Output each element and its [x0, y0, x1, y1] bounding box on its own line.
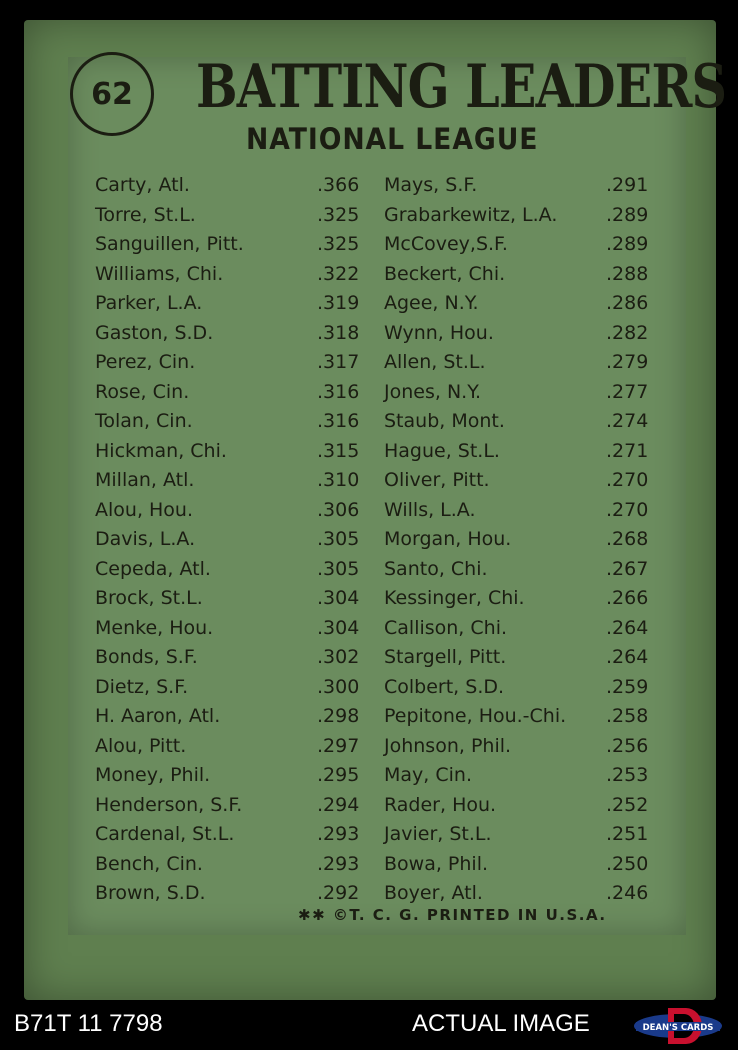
player-row — [95, 467, 375, 497]
player-row — [384, 556, 664, 586]
player-row — [95, 703, 375, 733]
batting-average: .295 — [317, 764, 360, 786]
actual-image-caption: ACTUAL IMAGE — [412, 1010, 590, 1037]
player-name: Grabarkewitz, L.A. — [384, 203, 558, 226]
batting-average: .291 — [606, 174, 649, 196]
batting-average: .300 — [317, 675, 360, 698]
batting-average: .252 — [606, 793, 649, 816]
batting-average: .315 — [317, 439, 360, 462]
player-row — [384, 585, 664, 615]
batting-average: .253 — [606, 764, 649, 786]
player-row — [95, 762, 375, 792]
batting-average: .316 — [317, 410, 360, 432]
player-name: Javier, St.L. — [384, 823, 492, 845]
batting-average: .270 — [606, 469, 649, 491]
batting-average: .366 — [317, 174, 360, 196]
batting-average: .270 — [606, 498, 649, 521]
player-name: Wills, L.A. — [384, 498, 476, 521]
batting-average: .289 — [606, 233, 649, 255]
player-name: Kessinger, Chi. — [384, 587, 525, 609]
player-row — [95, 202, 375, 232]
batting-average: .282 — [606, 321, 649, 344]
batting-average: .267 — [606, 557, 649, 580]
batting-average: .310 — [317, 469, 360, 491]
player-row — [384, 379, 664, 409]
batting-average: .318 — [317, 321, 360, 344]
player-name: Money, Phil. — [95, 764, 211, 786]
player-row — [95, 379, 375, 409]
batting-average: .264 — [606, 616, 649, 639]
player-row — [95, 674, 375, 704]
player-row — [95, 585, 375, 615]
player-name: Stargell, Pitt. — [384, 646, 507, 668]
player-name: Alou, Pitt. — [95, 734, 187, 757]
player-row — [384, 320, 664, 350]
player-row — [95, 497, 375, 527]
player-row — [384, 526, 664, 556]
batting-average: .317 — [317, 351, 360, 373]
player-name: Alou, Hou. — [95, 498, 194, 521]
player-name: Johnson, Phil. — [384, 734, 512, 757]
player-name: Bowa, Phil. — [384, 852, 489, 875]
player-row — [95, 851, 375, 881]
player-name: Morgan, Hou. — [384, 528, 512, 550]
batting-average: .256 — [606, 734, 649, 757]
batting-average: .286 — [606, 292, 649, 314]
player-name: Oliver, Pitt. — [384, 469, 490, 491]
card-subtitle: NATIONAL LEAGUE — [246, 122, 539, 156]
deans-cards-logo — [632, 1006, 724, 1046]
player-row — [384, 408, 664, 438]
player-row — [384, 821, 664, 851]
batting-average: .305 — [317, 557, 360, 580]
batting-average: .293 — [317, 852, 360, 875]
player-name: Hickman, Chi. — [95, 439, 227, 462]
player-name: Millan, Atl. — [95, 469, 195, 491]
player-name: Henderson, S.F. — [95, 793, 243, 816]
player-row — [95, 438, 375, 468]
player-name: Perez, Cin. — [95, 351, 196, 373]
player-name: Dietz, S.F. — [95, 675, 189, 698]
player-name: Menke, Hou. — [95, 616, 214, 639]
player-name: Gaston, S.D. — [95, 321, 214, 344]
player-row — [95, 408, 375, 438]
player-name: Mays, S.F. — [384, 174, 478, 196]
batting-average: .304 — [317, 616, 360, 639]
player-row — [95, 320, 375, 350]
player-name: Rader, Hou. — [384, 793, 497, 816]
player-row — [95, 733, 375, 763]
player-row — [95, 349, 375, 379]
batting-average: .246 — [606, 882, 649, 904]
player-row — [384, 202, 664, 232]
player-row — [384, 467, 664, 497]
batting-average: .306 — [317, 498, 360, 521]
batting-average: .264 — [606, 646, 649, 668]
batting-average: .298 — [317, 705, 360, 727]
batting-average: .279 — [606, 351, 649, 373]
player-name: Parker, L.A. — [95, 292, 203, 314]
player-row — [384, 497, 664, 527]
player-row — [384, 792, 664, 822]
batting-average: .319 — [317, 292, 360, 314]
batting-average: .294 — [317, 793, 360, 816]
batting-average: .302 — [317, 646, 360, 668]
player-row — [384, 231, 664, 261]
player-name: Carty, Atl. — [95, 174, 190, 196]
batting-average: .293 — [317, 823, 360, 845]
player-name: Boyer, Atl. — [384, 882, 483, 904]
player-row — [384, 349, 664, 379]
player-row — [384, 703, 664, 733]
player-name: Sanguillen, Pitt. — [95, 233, 244, 255]
batting-average: .268 — [606, 528, 649, 550]
player-name: May, Cin. — [384, 764, 472, 786]
player-name: Beckert, Chi. — [384, 262, 506, 285]
batting-average: .292 — [317, 882, 360, 904]
player-row — [384, 261, 664, 291]
batting-average: .316 — [317, 380, 360, 403]
player-name: H. Aaron, Atl. — [95, 705, 221, 727]
player-row — [384, 733, 664, 763]
player-name: Brock, St.L. — [95, 587, 203, 609]
batting-average: .250 — [606, 852, 649, 875]
player-name: Williams, Chi. — [95, 262, 224, 285]
player-name: Jones, N.Y. — [384, 380, 481, 403]
player-name: Hague, St.L. — [384, 439, 500, 462]
batting-average: .325 — [317, 203, 360, 226]
card-number-text: 62 — [91, 76, 133, 112]
player-name: Rose, Cin. — [95, 380, 190, 403]
player-name: Santo, Chi. — [384, 557, 488, 580]
player-name: Torre, St.L. — [95, 203, 196, 226]
player-row — [384, 615, 664, 645]
player-name: Staub, Mont. — [384, 410, 505, 432]
batting-average: .266 — [606, 587, 649, 609]
player-name: Cepeda, Atl. — [95, 557, 211, 580]
batting-average: .289 — [606, 203, 649, 226]
player-name: Bench, Cin. — [95, 852, 203, 875]
player-row — [95, 526, 375, 556]
player-row — [95, 615, 375, 645]
player-row — [384, 762, 664, 792]
player-name: McCovey,S.F. — [384, 233, 508, 255]
player-row — [95, 261, 375, 291]
batting-average: .297 — [317, 734, 360, 757]
player-name: Tolan, Cin. — [95, 410, 193, 432]
batting-average: .259 — [606, 675, 649, 698]
batting-average: .277 — [606, 380, 649, 403]
player-row — [95, 792, 375, 822]
copyright-footer: ✱✱ ©T. C. G. PRINTED IN U.S.A. — [298, 906, 607, 924]
player-row — [384, 674, 664, 704]
player-name: Agee, N.Y. — [384, 292, 479, 314]
right-column — [384, 172, 664, 910]
player-row — [95, 556, 375, 586]
player-row — [95, 644, 375, 674]
batting-average: .322 — [317, 262, 360, 285]
player-name: Davis, L.A. — [95, 528, 196, 550]
batting-average: .258 — [606, 705, 649, 727]
batting-average: .271 — [606, 439, 649, 462]
batting-average: .288 — [606, 262, 649, 285]
player-name: Brown, S.D. — [95, 882, 206, 904]
player-row — [95, 821, 375, 851]
card-title: BATTING LEADERS — [196, 52, 727, 122]
player-row — [384, 851, 664, 881]
inventory-code: B71T 11 7798 — [14, 1010, 163, 1037]
batting-average: .251 — [606, 823, 649, 845]
player-row — [384, 290, 664, 320]
player-name: Pepitone, Hou.-Chi. — [384, 705, 567, 727]
player-name: Callison, Chi. — [384, 616, 508, 639]
player-name: Cardenal, St.L. — [95, 823, 235, 845]
player-row — [95, 172, 375, 202]
player-row — [384, 438, 664, 468]
card-number — [70, 52, 154, 136]
batting-average: .325 — [317, 233, 360, 255]
player-row — [384, 644, 664, 674]
left-column — [95, 172, 375, 910]
logo-text: DEAN'S CARDS — [642, 1023, 714, 1033]
player-name: Colbert, S.D. — [384, 675, 505, 698]
batting-average: .304 — [317, 587, 360, 609]
batting-average: .305 — [317, 528, 360, 550]
player-row — [95, 290, 375, 320]
player-row — [95, 231, 375, 261]
player-name: Bonds, S.F. — [95, 646, 198, 668]
player-name: Allen, St.L. — [384, 351, 486, 373]
player-name: Wynn, Hou. — [384, 321, 494, 344]
batting-average: .274 — [606, 410, 649, 432]
player-row — [384, 172, 664, 202]
